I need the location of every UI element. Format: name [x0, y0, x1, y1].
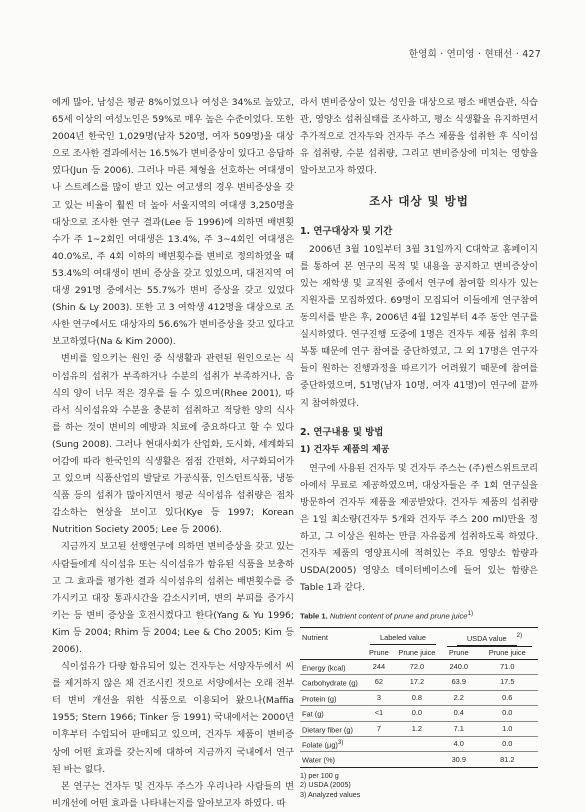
cell-usda-juice: 0.0: [477, 736, 538, 751]
table-row: [300, 706, 538, 721]
subsection-title: 1. 연구대상자 및 기간: [300, 225, 393, 237]
body-paragraph: 라서 변비증상이 있는 성인을 대상으로 평소 배변습관, 식습관, 영양소 섭취실태를 조사하고, 평소 식생활을 유지하면서 추가적으로 건자두와 건자두 주스 제품을 섭취한 후 식이섬유 섭취량, 수분 섭취량, 그리고 변비증상에 미치는 영향을 알아보고자 하였다.: [300, 97, 538, 177]
table-caption: [300, 605, 538, 625]
table-footnotes: [300, 771, 538, 800]
table-row: [300, 675, 538, 690]
cell-labeled-prune: 7: [365, 721, 393, 736]
cell-labeled-juice: 0.0: [393, 706, 441, 721]
cell-usda-prune: 30.9: [441, 752, 477, 767]
cell-labeled-juice: 72.0: [393, 659, 441, 674]
body-paragraph: 2006년 3월 10일부터 3월 31일까지 C대학교 홈페이지를 통하여 본 연구의 목적 및 내용을 공지하고 변비증상이 있는 재학생 및 교직원 중에서 연구에 참여할 의사가 있는 지원자를 모집하였다. 69명이 모집되어 이들에게 연구참여 동의서를 받은 후, 2006년 4월 12일부터 4주 동안 연구를 실시하였다. 연구진행 도중에 1명은 건자두 제품 섭취 후의 복통 때문에 연구 참여를 중단하였고, 그 외 17명은 연구자들이 원하는 진행과정을 따르기가 어려웠기 때문에 참여를 중단하였으며, 51명(남자 10명, 여자 41명)이 연구에 끝까지 참여하였다.: [300, 243, 538, 409]
footnote: 1) per 100 g: [300, 770, 339, 780]
body-paragraph: 변비를 일으키는 원인 중 식생활과 관련된 원인으로는 식이섬유의 섭취가 부족하거나 수분의 섭취가 부족하거나, 음식의 양이 너무 적은 경우를 들 수 있으며(Rhee 2001), 따라서 식이섬유와 수분을 충분히 섭취하고 적당한 양의 식사를 하는 것이 변비의 예방과 치료에 중요하다고 할 수 있다(Sung 2008). 그러나 현대사회가 산업화, 도시화, 세계화되어감에 따라 한국인의 식생활은 점점 간편화, 서구화되어가고 있으며 식품산업의 발달로 가공식품, 인스턴트식품, 냉동식품 등의 섭취가 많아지면서 평균 식이섬유 섭취량은 점차 감소하는 현상을 보이고 있다(Kye 등 1997; Korean Nutrition Society 2005; Lee 등 2006).: [52, 353, 294, 536]
section-title: 조사 대상 및 방법: [369, 194, 469, 209]
table-row: [300, 721, 538, 736]
cell-labeled-prune: <1: [365, 706, 393, 721]
body-paragraph: 본 연구는 건자두 및 건자두 주스가 우리나라 사람들의 변비개선에 어떤 효과를 나타내는지를 알아보고자 하였다. 따: [52, 780, 294, 809]
cell-usda-juice: 81.2: [477, 752, 538, 767]
footnote: 2) USDA (2005): [300, 780, 351, 790]
cell-usda-juice: 71.0: [477, 659, 538, 674]
cell-nutrient: Fat (g): [300, 706, 365, 721]
body-paragraph: 식이섬유가 다량 함유되어 있는 건자두는 서양자두에서 씨를 제거하지 않은 채 건조시킨 것으로 서양에서는 오래 전부터 변비 개선을 위한 식품으로 이용되어 왔으나(Maffia 1955; Stern 1966; Tinker 등 1991) 국내에서는 2000년 이후부터 수입되어 판매되고 있으며, 건자두 제품이 변비증상에 어떤 효과를 갖는지에 대하여 지금까지 국내에서 연구된 바는 없다.: [52, 661, 294, 775]
cell-labeled-juice: [393, 736, 441, 751]
nutrient-table: [300, 627, 538, 768]
table-caption-sup: 1): [467, 609, 474, 617]
group-usda-value: USDA value $^{2)}$: [441, 628, 538, 647]
body-paragraph: 연구에 사용된 건자두 및 건자두 주스는 (주)썬스위트코리아에서 무료로 제공하였으며, 대상자들은 주 1회 연구실을 방문하여 건자두 제품을 제공받았다. 건자두 제품의 섭취량은 1일 최소량(건자두 5개와 건자두 주스 200 ml)만을 정하고, 그 이상은 원하는 만큼 자유롭게 섭취하도록 하였다. 건자두 제품의 영양표시에 적혀있는 주요 영양소 함량과 USDA(2005) 영양소 데이터베이스에 들어 있는 함량은 Table 1과 같다.: [300, 462, 538, 594]
body-paragraph: 지금까지 보고된 선행연구에 의하면 변비증상을 갖고 있는 사람들에게 식이섬유 또는 식이섬유가 함유된 식품을 보충하고 그 효과를 평가한 결과 식이섬유의 섭취는 배변횟수를 증가시키고 대장 통과시간을 감소시키며, 변의 부피를 증가시키는 등 변비 증상을 호전시켰다고 한다(Yang & Yu 1996; Kim 등 2004; Rhim 등 2004; Lee & Cho 2005; Kim 등 2006).: [52, 541, 294, 655]
cell-usda-prune: 4.0: [441, 736, 477, 751]
table-row: [300, 690, 538, 705]
cell-nutrient: Carbohydrate (g): [300, 675, 365, 690]
cell-usda-juice: 0.0: [477, 706, 538, 721]
table-row: [300, 736, 538, 751]
cell-usda-prune: 2.2: [441, 690, 477, 705]
cell-usda-prune: 240.0: [441, 659, 477, 674]
cell-usda-prune: 0.4: [441, 706, 477, 721]
table-row: [300, 659, 538, 674]
cell-nutrient: Energy (kcal): [300, 659, 365, 674]
col-labeled-juice: Prune juice: [393, 647, 441, 660]
cell-labeled-juice: [393, 752, 441, 767]
cell-usda-juice: 0.6: [477, 690, 538, 705]
col-blank: [300, 647, 365, 660]
cell-labeled-juice: 17.2: [393, 675, 441, 690]
cell-labeled-juice: 1.2: [393, 721, 441, 736]
subsubsection-title: 1) 건자두 제품의 제공: [300, 444, 390, 455]
cell-labeled-prune: [365, 736, 393, 751]
running-head: 한영희 · 연미영 · 현태선 · 427: [408, 49, 541, 60]
cell-nutrient: Dietary fiber (g): [300, 721, 365, 736]
cell-usda-prune: 7.1: [441, 721, 477, 736]
right-column: [300, 94, 538, 799]
cell-usda-juice: 17.5: [477, 675, 538, 690]
col-usda-prune: Prune: [441, 647, 477, 660]
cell-labeled-prune: [365, 752, 393, 767]
table-row: [300, 752, 538, 767]
table-label: Table 1.: [300, 611, 328, 621]
col-usda-juice: Prune juice: [477, 647, 538, 660]
cell-labeled-juice: 0.8: [393, 690, 441, 705]
cell-sup: 3): [337, 738, 344, 746]
body-paragraph: 에게 많아, 남성은 평균 8%이었으나 여성은 34%로 높았고, 65세 이상의 여성노인은 59%로 매우 높은 수준이었다. 또한 2004년 한국인 1,029명(남자 520명, 여자 509명)을 대상으로 조사한 결과에서는 16.5%가 변비증상이 있다고 응답하였다(Jun 등 2006). 그러나 마른 체형을 선호하는 여대생이나 스트레스를 많이 받고 있는 여고생의 경우 변비증상을 갖고 있는 비율이 훨씬 더 높아 서울지역의 여대생 3,250명을 대상으로 조사한 연구 결과(Lee 등 1996)에 의하면 배변횟수가 주 1~2회인 여대생은 13.4%, 주 3~4회인 여대생은 40.0%로, 주 4회 이하의 배변횟수를 변비로 정의하였을 때 53.4%의 여대생이 변비 증상을 갖고 있었으며, 대전지역 여대생 291명 중에서는 55.7%가 변비 증상을 갖고 있었다(Shin & Ly 2003). 또한 고 3 여학생 412명을 대상으로 조사한 연구에서도 대상자의 56.6%가 변비증상을 갖고 있다고 보고하였다(Na & Kim 2000).: [52, 97, 294, 348]
subsection-title: 2. 연구내용 및 방법: [300, 426, 384, 438]
cell-labeled-prune: 62: [365, 675, 393, 690]
cell-nutrient: Folate $(\mu g)^{3)}$: [300, 736, 365, 751]
cell-usda-prune: 63.9: [441, 675, 477, 690]
table-caption-text: Nutrient content of prune and prune juice: [329, 611, 468, 621]
cell-nutrient: Water (%): [300, 752, 365, 767]
cell-labeled-prune: 3: [365, 690, 393, 705]
footnote: 3) Analyzed values: [300, 789, 361, 799]
left-column: [52, 94, 294, 812]
cell-usda-juice: 1.0: [477, 721, 538, 736]
col-labeled-prune: Prune: [365, 647, 393, 660]
col-nutrient: Nutrient: [300, 628, 365, 647]
group-labeled-value: Labeled value: [365, 628, 441, 647]
cell-nutrient: Protein (g): [300, 690, 365, 705]
cell-labeled-prune: 244: [365, 659, 393, 674]
